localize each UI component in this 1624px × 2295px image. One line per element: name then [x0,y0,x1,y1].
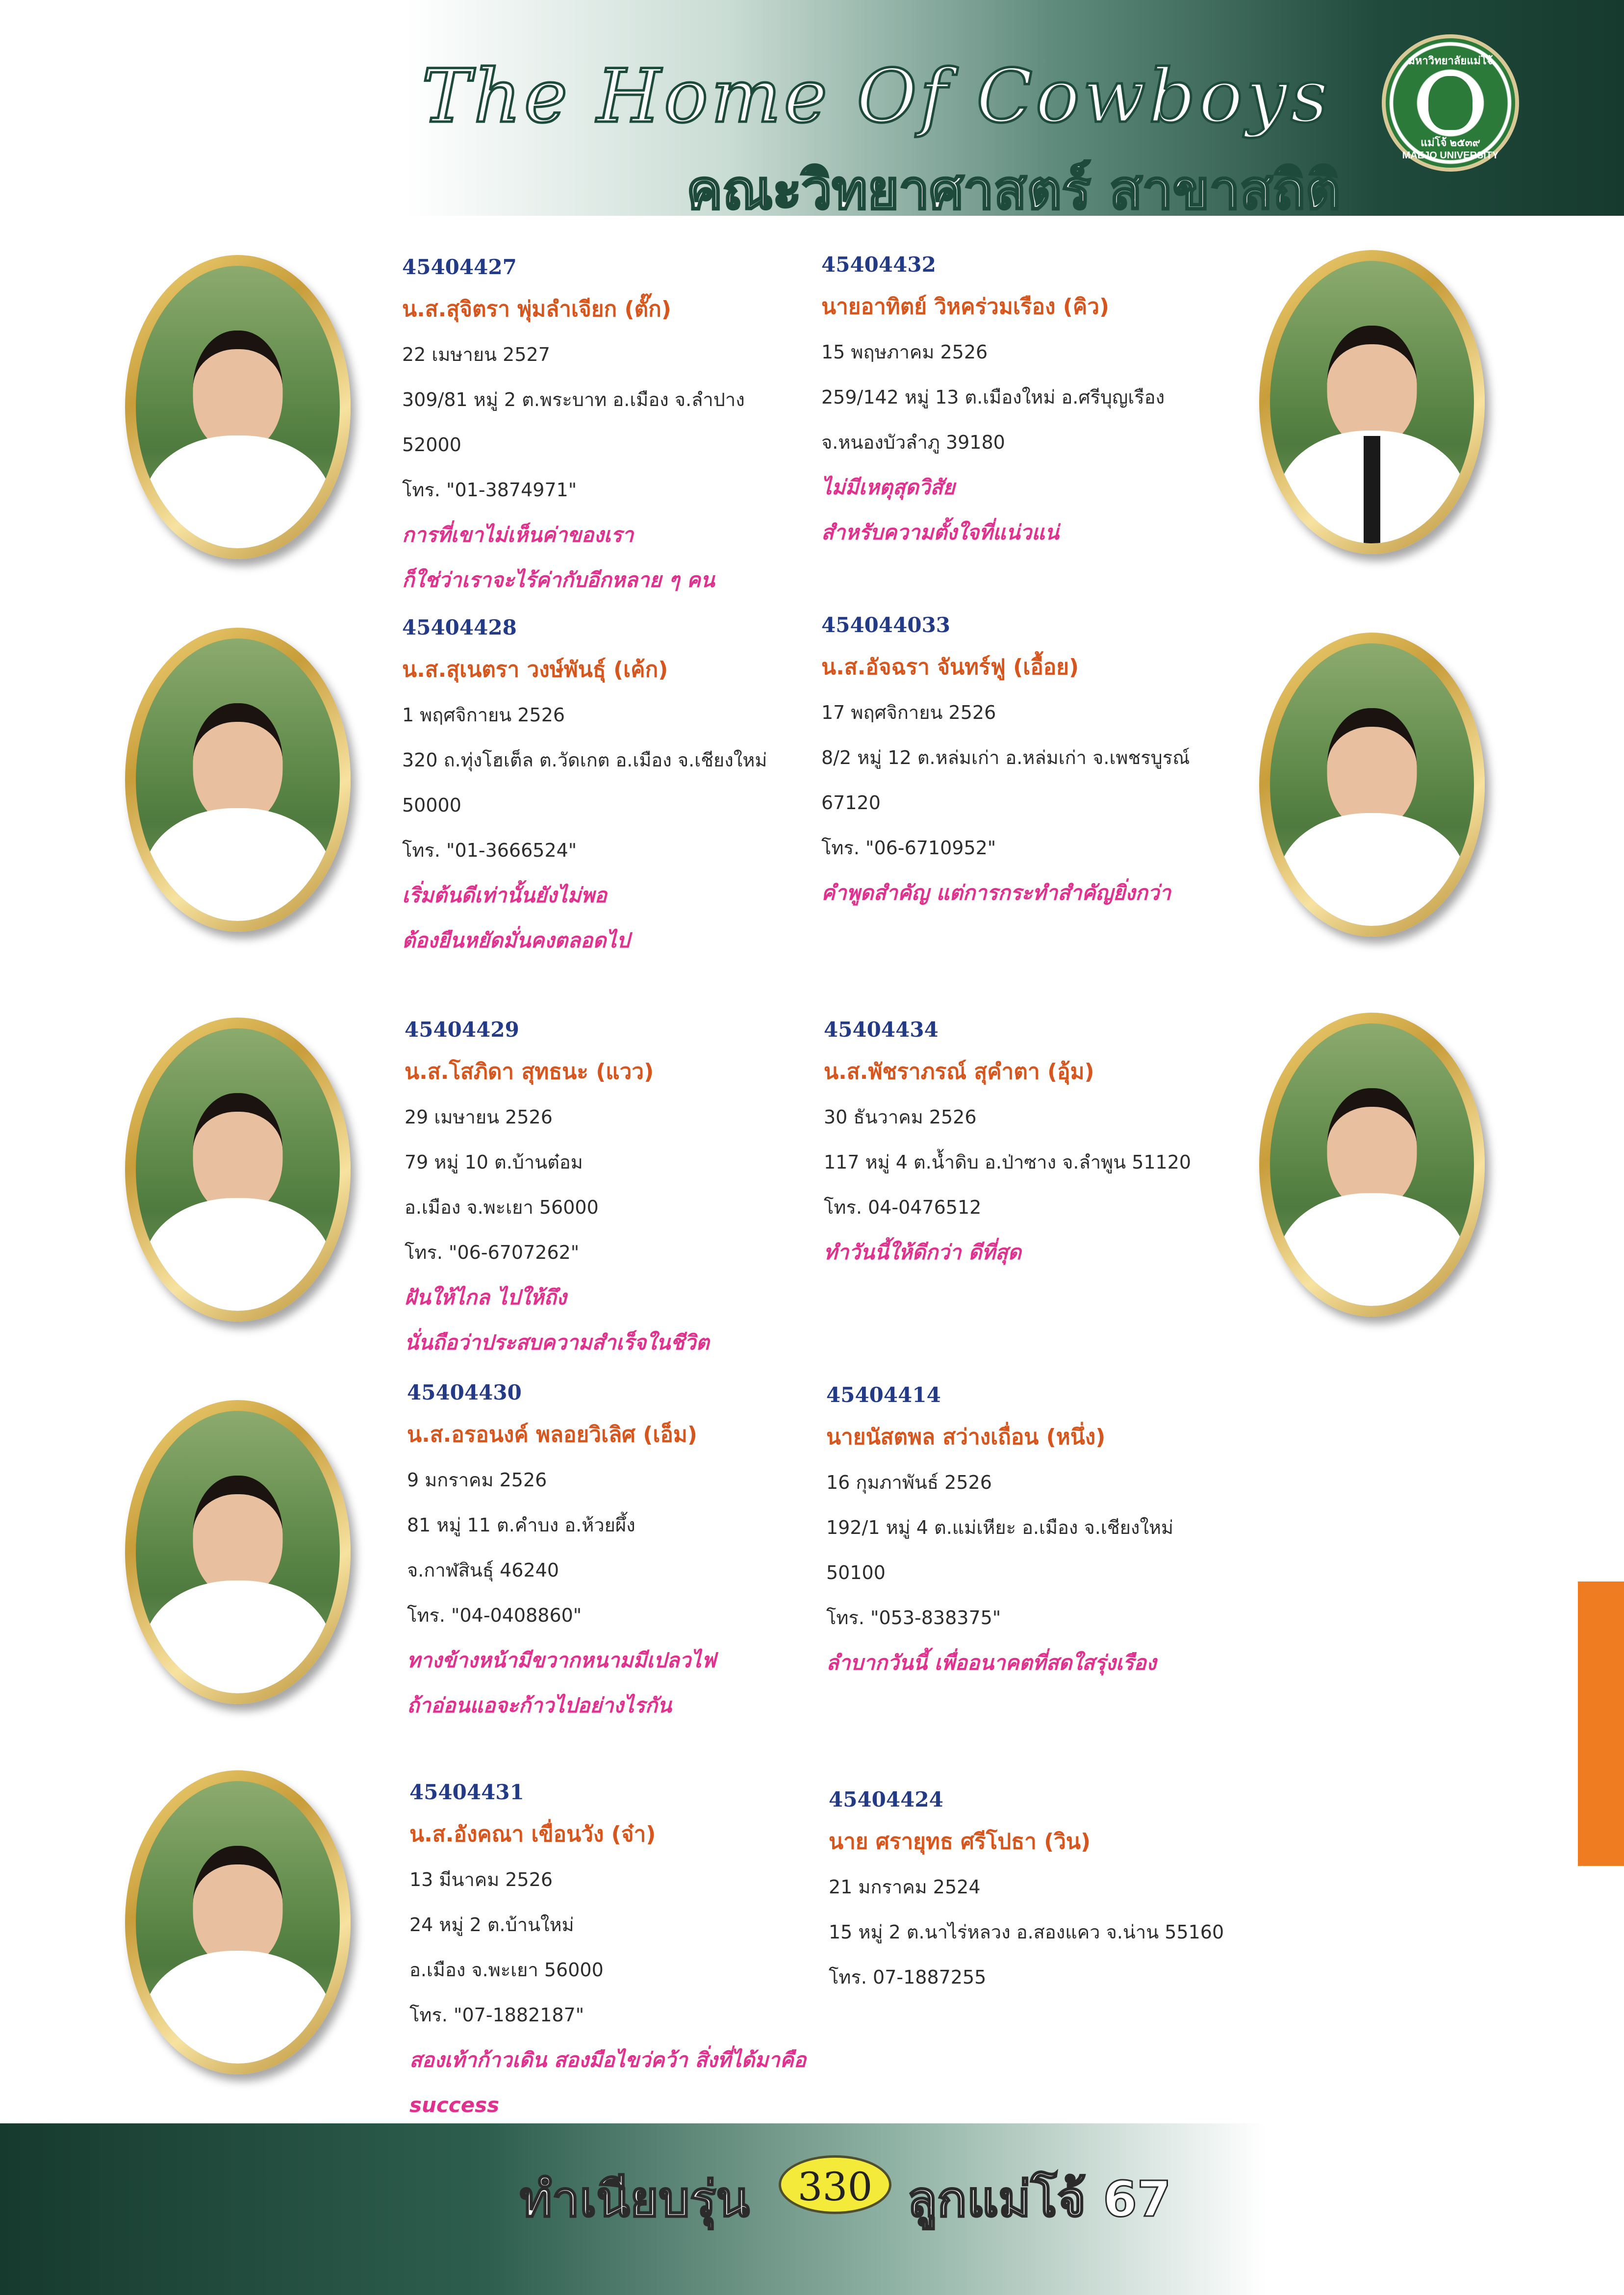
address-line: 50000 [402,794,461,816]
student-id: 45404414 [826,1383,941,1407]
student-name: น.ส.สุเนตรา วงษ์พันธุ์ (เค้ก) [402,657,668,682]
student-name: นายอาทิตย์ วิหคร่วมเรือง (คิว) [821,294,1110,319]
seal-text-center: แม่โจ้ ๒๕๓๙ [1421,136,1480,149]
address-line: 192/1 หมู่ 4 ต.แม่เหียะ อ.เมือง จ.เชียงใหม่ [826,1517,1174,1538]
quote-line: สำหรับความตั้งใจที่แน่วแน่ [821,520,1059,544]
quote-line: ทางข้างหน้ามีขวากหนามมีเปลวไฟ [407,1648,716,1672]
address-line: 8/2 หมู่ 12 ต.หล่มเก่า อ.หล่มเก่า จ.เพชรบูรณ์ [821,747,1190,768]
seal-text-bottom: MAEJO UNIVERSITY [1402,150,1499,161]
phone: โทร. "01-3874971" [402,479,577,501]
phone: โทร. "07-1882187" [409,2004,584,2026]
student-entry [829,1780,1260,2000]
student-name: น.ส.พัชราภรณ์ สุคำตา (อุ้ม) [824,1059,1094,1084]
student-entry [821,606,1253,916]
quote-line: คำพูดสำคัญ แต่การกระทำสำคัญยิ่งกว่า [821,881,1171,905]
phone: โทร. "06-6710952" [821,837,996,859]
birth-date: 9 มกราคม 2526 [407,1469,547,1491]
header-title: The Home Of Cowboys [422,54,1331,139]
side-tab [1578,1581,1624,1866]
birth-date: 15 พฤษภาคม 2526 [821,341,988,363]
header-subtitle: คณะวิทยาศาสตร์ สาขาสถิติ [686,158,1341,221]
footer-title-left: ทำเนียบรุ่น [520,2170,750,2228]
student-photo [125,1400,351,1704]
birth-date: 21 มกราคม 2524 [829,1876,981,1898]
address-line: 50100 [826,1562,886,1583]
student-name: น.ส.อังคณา เขื่อนวัง (จ๋า) [409,1822,656,1847]
birth-date: 22 เมษายน 2527 [402,344,550,365]
address-line: 15 หมู่ 2 ต.นาไร่หลวง อ.สองแคว จ.น่าน 55160 [829,1921,1224,1943]
address-line: จ.กาฬสินธุ์ 46240 [407,1559,559,1581]
birth-date: 30 ธันวาคม 2526 [824,1106,977,1128]
phone: โทร. 07-1887255 [829,1966,987,1988]
student-photo [1259,633,1485,937]
student-name: น.ส.อัจฉรา จันทร์ฟู (เอื้อย) [821,655,1079,680]
student-id: 45404428 [402,615,517,639]
student-photo [125,1018,351,1322]
quote-line: ต้องยืนหยัดมั่นคงตลอดไป [402,928,630,952]
phone: โทร. 04-0476512 [824,1197,982,1218]
page-number: 330 [779,2155,891,2214]
quote-line: ทำวันนี้ให้ดีกว่า ดีที่สุด [824,1240,1021,1264]
birth-date: 17 พฤศจิกายน 2526 [821,702,996,723]
student-entry [826,1376,1258,1685]
quote-line: ไม่มีเหตุสุดวิสัย [821,475,955,499]
address-line: 117 หมู่ 4 ต.น้ำดิบ อ.ป่าซาง จ.ลำพูน 51120 [824,1151,1192,1173]
student-name: นาย ศรายุทธ ศรีโปธา (วิน) [829,1829,1091,1854]
address-line: 67120 [821,792,881,814]
address-line: อ.เมือง จ.พะเยา 56000 [409,1959,604,1981]
quote-line: success [409,2093,500,2117]
quote-line: ลำบากวันนี้ เพื่ออนาคตที่สดใสรุ่งเรือง [826,1651,1157,1675]
quote-line: ฝันให้ไกล ไปให้ถึง [405,1285,567,1309]
student-name: น.ส.อรอนงค์ พลอยวิเลิศ (เอ็ม) [407,1422,697,1447]
student-photo [125,255,351,559]
address-line: 79 หมู่ 10 ต.บ้านต๋อม [405,1151,583,1173]
address-line: 52000 [402,434,461,456]
phone: โทร. "04-0408860" [407,1605,582,1626]
student-id: 45404432 [821,253,936,277]
quote-line: สองเท้าก้าวเดิน สองมือไขว่คว้า สิ่งที่ได้มาคือ [409,2048,806,2072]
address-line: จ.หนองบัวลำภู 39180 [821,432,1005,453]
birth-date: 13 มีนาคม 2526 [409,1869,553,1890]
student-photo [1259,250,1485,554]
address-line: อ.เมือง จ.พะเยา 56000 [405,1197,599,1218]
quote-line: เริ่มต้นดีเท่านั้นยังไม่พอ [402,883,607,907]
seal-emblem-icon [1428,76,1472,130]
student-id: 45404431 [409,1780,524,1804]
student-id: 45404430 [407,1380,522,1404]
student-entry [402,248,834,603]
quote-line: นั่นถือว่าประสบความสำเร็จในชีวิต [405,1330,710,1354]
address-line: 24 หมู่ 2 ต.บ้านใหม่ [409,1914,574,1936]
quote-line: ถ้าอ่อนแอจะก้าวไปอย่างไรกัน [407,1693,672,1717]
phone: โทร. "053-838375" [826,1607,1001,1629]
student-entry [405,1010,836,1365]
birth-date: 16 กุมภาพันธ์ 2526 [826,1472,992,1493]
student-id: 454044033 [821,613,951,637]
footer-title-right: ลูกแม่โจ้ 67 [907,2170,1171,2228]
student-id: 45404429 [405,1018,519,1042]
student-name: น.ส.โสภิดา สุทธนะ (แวว) [405,1059,654,1084]
quote-line: ก็ใช่ว่าเราจะไร้ค่ากับอีกหลาย ๆ คน [402,568,715,592]
student-id: 45404424 [829,1787,943,1811]
student-name: นายนัสตพล สว่างเถื่อน (หนึ่ง) [826,1425,1106,1450]
phone: โทร. "01-3666524" [402,840,577,861]
student-photo [1259,1013,1485,1317]
quote-line: การที่เขาไม่เห็นค่าของเรา [402,523,634,547]
student-entry [402,608,834,963]
address-line: 320 ถ.ทุ่งโฮเต็ล ต.วัดเกต อ.เมือง จ.เชียงใหม่ [402,749,767,771]
seal-text-top: มหาวิทยาลัยแม่โจ้ [1408,54,1493,67]
student-id: 45404427 [402,255,517,279]
student-id: 45404434 [824,1018,939,1042]
address-line: 309/81 หมู่ 2 ต.พระบาท อ.เมือง จ.ลำปาง [402,389,745,410]
birth-date: 1 พฤศจิกายน 2526 [402,704,565,726]
student-entry [407,1373,838,1728]
student-entry [821,245,1253,555]
student-photo [125,628,351,932]
university-seal-icon [1382,34,1519,172]
student-name: น.ส.สุจิตรา พุ่มลำเจียก (ตั๊ก) [402,297,671,322]
student-entry [409,1773,841,2128]
student-entry [824,1010,1255,1275]
student-photo [125,1770,351,2074]
address-line: 259/142 หมู่ 13 ต.เมืองใหม่ อ.ศรีบุญเรือง [821,386,1165,408]
address-line: 81 หมู่ 11 ต.คำบง อ.ห้วยผึ้ง [407,1514,635,1536]
birth-date: 29 เมษายน 2526 [405,1106,553,1128]
phone: โทร. "06-6707262" [405,1242,580,1263]
